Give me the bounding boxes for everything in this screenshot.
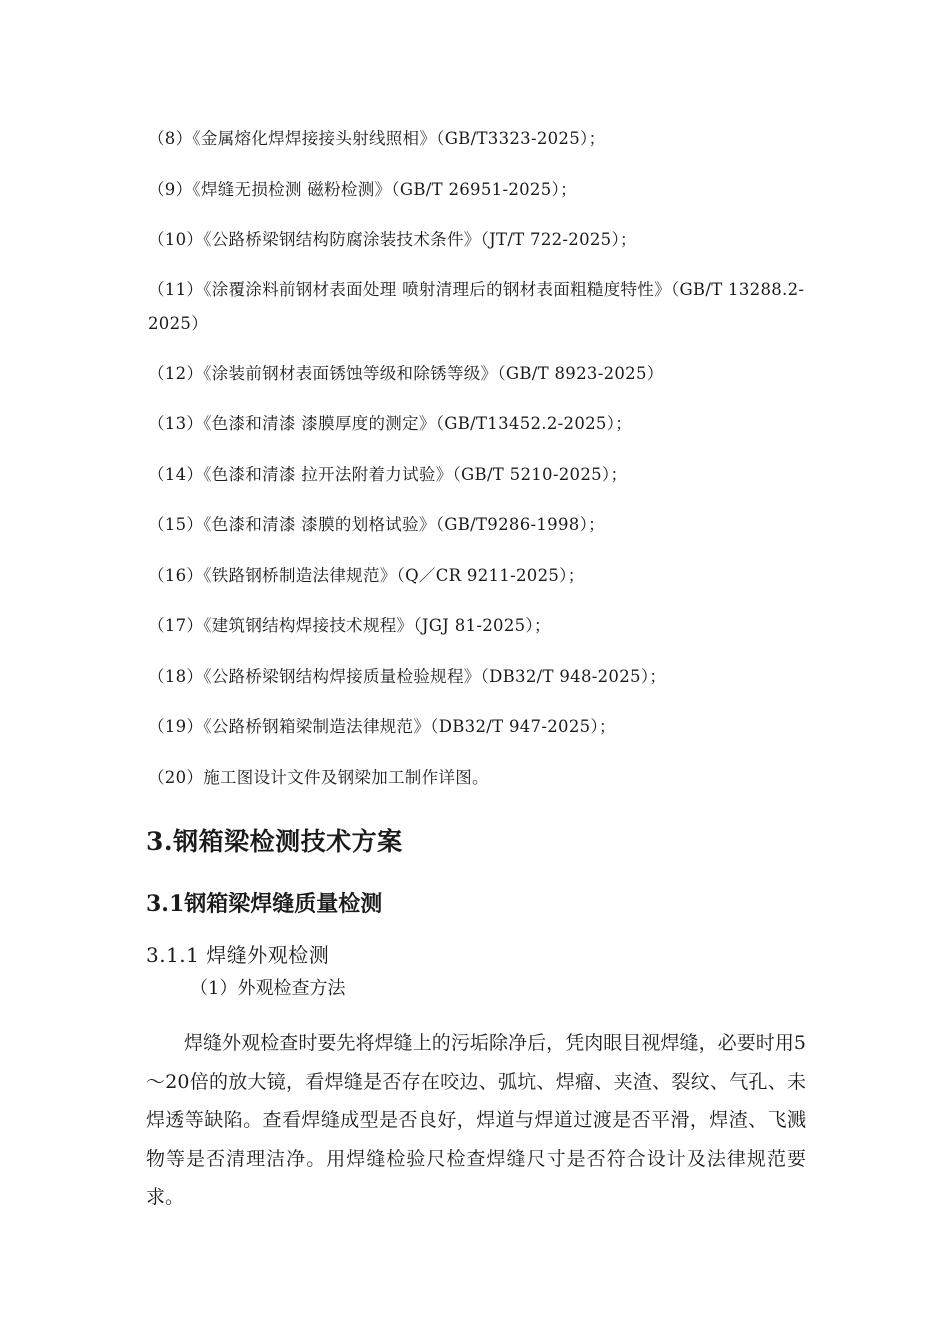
reference-item: （9）《焊缝无损检测 磁粉检测》（GB/T 26951-2025）； <box>148 179 577 199</box>
section-heading: 3.钢箱梁检测技术方案 <box>146 827 403 856</box>
reference-item: （14）《色漆和清漆 拉开法附着力试验》（GB/T 5210-2025）； <box>148 464 628 484</box>
reference-item: （8）《金属熔化焊焊接接头射线照相》（GB/T3323-2025）； <box>148 129 606 148</box>
reference-item: （13）《色漆和清漆 漆膜厚度的测定》（GB/T13452.2-2025）； <box>148 414 633 433</box>
item-title: （1）外观检查方法 <box>190 978 346 999</box>
subsection-heading: 3.1钢箱梁焊缝质量检测 <box>146 891 383 917</box>
reference-item: （15）《色漆和清漆 漆膜的划格试验》（GB/T9286-1998）； <box>148 515 605 534</box>
body-paragraph: 焊缝外观检查时要先将焊缝上的污垢除净后，凭肉眼目视焊缝，必要时用5～20倍的放大镜，看焊缝是否存在咬边、弧坑、焊瘤、夹渣、裂纹、气孔、未焊透等缺陷。查看焊缝成型是否良好，焊道与焊道过渡是否平滑，焊渣、飞溅物等是否清理洁净。用焊缝检验尺检查焊缝尺寸是否符合设计及法律规范要求。 <box>146 1032 806 1208</box>
reference-list <box>148 124 818 813</box>
subsubsection-heading: 3.1.1 焊缝外观检测 <box>146 943 330 967</box>
reference-item: （12）《涂装前钢材表面锈蚀等级和除锈等级》（GB/T 8923-2025） <box>148 363 664 383</box>
reference-item: （20）施工图设计文件及钢梁加工制作详图。 <box>148 767 489 787</box>
reference-item: （17）《建筑钢结构焊接技术规程》（JGJ 81-2025）； <box>148 616 551 635</box>
reference-item: （18）《公路桥梁钢结构焊接质量检验规程》（DB32/T 948-2025）； <box>148 666 667 686</box>
reference-item: （11）《涂覆涂料前钢材表面处理 喷射清理后的钢材表面粗糙度特性》（GB/T 13288.2-2025） <box>148 279 805 333</box>
reference-item: （19）《公路桥钢箱梁制造法律规范》（DB32/T 947-2025）； <box>148 717 616 736</box>
reference-item: （16）《铁路钢桥制造法律规范》（Q／CR 9211-2025）； <box>148 565 585 585</box>
reference-item: （10）《公路桥梁钢结构防腐涂装技术条件》（JT/T 722-2025）； <box>148 230 637 249</box>
